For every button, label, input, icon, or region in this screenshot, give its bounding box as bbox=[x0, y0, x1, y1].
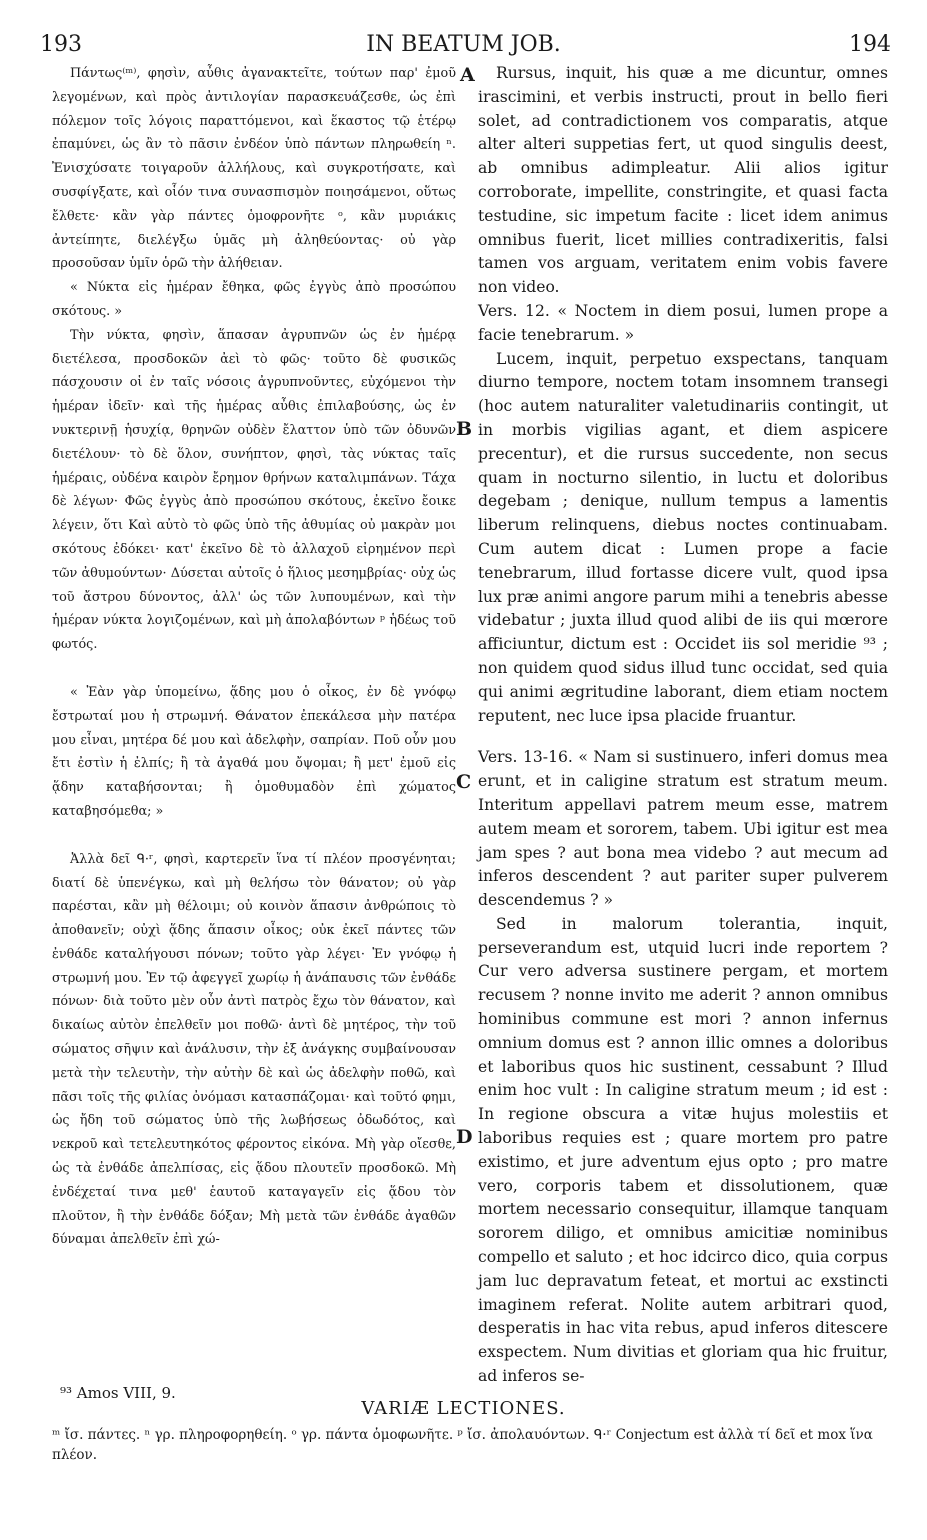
latin-column bbox=[478, 62, 888, 1386]
footnote: ⁹³ Amos VIII, 9. bbox=[60, 1384, 176, 1402]
latin-paragraph-1: Rursus, inquit, his quæ a me dicuntur, omnes irascimini, et verbis instructi, prout in bello fieri solet, ad contradictionem vos comparatis, atque alter alteri suppetias fert, ut quod singulis deest, ab omnibus adimpleatur. Alii alios igitur corroborate, impellite, constringite, et quasi facta testudine, sic impetum facite : licet idem animus omnibus fuerit, licet millies contradixeritis, falsi tamen vos arguam, veritatem enim vobis favere non video. bbox=[478, 64, 888, 297]
running-title: IN BEATUM JOB. bbox=[366, 32, 561, 57]
page-number-right: 194 bbox=[849, 32, 891, 57]
variae-lectiones-text: ᵐ ἴσ. πάντες. ⁿ γρ. πληροφορηθείη. ᵒ γρ. πάντα ὁμοφωνῆτε. ᵖ ἴσ. ἀπολαυόντων. ᑫ·ʳ Conjectum est ἀλλὰ τί δεῖ et mox ἵνα πλέον. bbox=[52, 1427, 873, 1463]
verse-text-13: « Nam si sustinuero, inferi domus mea erunt, et in caligine stratum est stratum meum. Interitum appellavi patrem meum esse, matrem autem meam et sororem, tabem. Ubi igitur est mea jam spes ? aut bona mea videbo ? aut mecum ad inferos descendent ? aut pariter super pulverem descendemus ? » bbox=[478, 748, 888, 910]
page-header bbox=[0, 30, 927, 60]
latin-verse-12 bbox=[478, 300, 888, 348]
greek-paragraph-3: Ἀλλὰ δεῖ ᑫ·ʳ, φησὶ, καρτερεῖν ἵνα τί πλέον προσγένηται; διατί δὲ ὑπενέγκω, καὶ μὴ θελήσω τὸν θάνατον; οὐ γὰρ παρέσται, κἂν μὴ θέλοιμι; οὐ κοινὸν ἅπασιν ἀνθρώποις τὸ ἀποθανεῖν; οὐχὶ ᾅδης ἅπασιν οἶκος; οὐκ ἐκεῖ πάντες τῶν ἐνθάδε καταλήγουσι πόνων; τοῦτο γὰρ λέγει· Ἐν γνόφῳ ἡ στρωμνή μου. Ἐν τῷ ἀφεγγεῖ χωρίῳ ἡ ἀνάπαυσις τῶν ἐνθάδε πόνων· διὰ τοῦτο μὲν οὖν ἀντὶ πατρὸς ἔχω τὸν θάνατον, καὶ δικαίως αὐτὸν ἐπελθεῖν μοι ποθῶ· ἀντὶ δὲ μητέρος, τὴν τοῦ σώματος σῆψιν καὶ ἀνάλυσιν, τὴν ἐξ ἀνάγκης συμβαίνουσαν μετὰ τὴν τελευτὴν, τὴν αὐτὴν δὲ καὶ ὡς ἀδελφὴν ποθῶ, καὶ πᾶσι τοῖς τῆς φιλίας ὀνόμασι κατασπάζομαι· καὶ τοῦτό φημι, ὡς ἤδη τοῦ σώματος ὑπὸ τῆς λωβήσεως ὀδωδότος, καὶ νεκροῦ καὶ τετελευτηκότος φέροντος εἰκόνα. Μὴ γὰρ οἴεσθε, ὡς τὰ ἐνθάδε ἀπελπίσας, εἰς ᾅδου πλουτεῖν προσδοκῶ. Μὴ ἐνδέχεταί τινα μεθ' ἑαυτοῦ καταγαγεῖν εἰς ᾅδου τὸν πλοῦτον, ἢ τὴν ἐνθάδε δόξαν; Μὴ μετὰ τῶν ἐνθάδε ἀγαθῶν δύναμαι ἀπελθεῖν ἐπὶ χώ- bbox=[52, 851, 456, 1248]
greek-column bbox=[52, 62, 456, 1354]
greek-paragraph-2: Τὴν νύκτα, φησὶν, ἅπασαν ἀγρυπνῶν ὡς ἐν ἡμέρᾳ διετέλεσα, προσδοκῶν ἀεὶ τὸ φῶς· τοῦτο δὲ φυσικῶς πάσχουσιν οἱ ἐν ταῖς νόσοις ἀγρυπνοῦντες, εὐχόμενοι τὴν ἡμέραν ἰδεῖν· καὶ τῆς ἡμέρας αὖθις ἐπιλαβούσης, ὡς ἐν νυκτερινῇ ἡσυχίᾳ, θρηνῶν οὐδὲν ἔλαττον ὑπὸ τῶν ὀδυνῶν διετέλουν· τὸ δὲ ὅλον, συνήπτον, φησὶ, τὰς νύκτας ταῖς ἡμέραις, οὐδένα καιρὸν ἔρημον θρήνων καταλιμπάνων. Τάχα δὲ λέγων· Φῶς ἐγγὺς ἀπὸ προσώπου σκότους, ἐκεῖνο ἔοικε λέγειν, ὅτι Καὶ αὐτὸ τὸ φῶς ὑπὸ τῆς ἀθυμίας οὐ μακρὰν μοι σκότους ἐδόκει· κατ' ἐκεῖνο δὲ τὸ ἀλλαχοῦ εἰρημένον περὶ τῶν ἀθυμούντων· Δύσεται αὐτοῖς ὁ ἥλιος μεσημβρίας· οὐχ ὡς τοῦ ἄστρου δύνοντος, ἀλλ' ὡς τῶν λυπουμένων, καὶ τὴν ἡμέραν νύκτα λογιζομένων, καὶ μὴ ἀπολαβόντων ᵖ ἡδέως τοῦ φωτός. bbox=[52, 327, 456, 653]
margin-letter-d: D bbox=[456, 1126, 473, 1148]
verse-text-12: « Noctem in diem posui, lumen prope a facie tenebrarum. » bbox=[478, 301, 888, 344]
latin-verse-13 bbox=[478, 746, 888, 913]
greek-verse-13: « Ἐὰν γὰρ ὑπομείνω, ᾅδης μου ὁ οἶκος, ἐν δὲ γνόφῳ ἔστρωταί μου ἡ στρωμνή. Θάνατον ἐπεκάλεσα μὴν πατέρα μου εἶναι, μητέρα δέ μου καὶ ἀδελφὴν, σαπρίαν. Ποῦ οὖν μου ἔτι ἐστὶν ἡ ἐλπίς; ἢ τὰ ἀγαθά μου ὄψομαι; ἢ μετ' ἐμοῦ εἰς ᾅδην καταβήσονται; ἢ ὁμοθυμαδὸν ἐπὶ χώματος καταβησόμεθα; » bbox=[52, 684, 456, 819]
verse-label-12: Vers. 12. bbox=[478, 301, 550, 320]
page-number-left: 193 bbox=[40, 32, 82, 57]
latin-paragraph-2: Lucem, inquit, perpetuo exspectans, tanquam diurno tempore, noctem totam insomnem transegi (hoc autem naturaliter valetudinariis contingit, ut in morbis vigilias agant, et diem aspicere precentur), et die rursus succedente, non secus quam in nocturno silentio, in luctu et doloribus degebam ; denique, nullum tempus a lamentis liberum relinquens, diebus noctes continuabam. Cum autem dicat : Lumen prope a facie tenebrarum, illud fortasse dicere vult, quod ipsa lux præ animi angore parum mihi a tenebris abesse videbatur ; juxta illud quod alibi de iis qui mœrore afficiuntur, dictum est : Occidet iis sol meridie ⁹³ ; non quidem quod sidus illud tunc occidat, sed quia qui animi ægritudine laborant, diem etiam noctem reputent, nec luce ipsa placide fruantur. bbox=[478, 349, 888, 725]
greek-verse-12: « Νύκτα εἰς ἡμέραν ἔθηκα, φῶς ἐγγὺς ἀπὸ προσώπου σκότους. » bbox=[52, 280, 456, 319]
verse-label-13: Vers. 13-16. bbox=[478, 748, 573, 767]
margin-letter-a: A bbox=[460, 64, 475, 86]
greek-paragraph-1: Πάντως⁽ᵐ⁾, φησὶν, αὖθις ἀγανακτεῖτε, τούτων παρ' ἐμοῦ λεγομένων, καὶ πρὸς ἀντιλογίαν παρασκευάζεσθε, ὡς ἐπὶ πόλεμον τοῖς λόγοις παραττόμενοι, καὶ ἕκαστος τῷ ἑτέρῳ ἐπαμύνει, ὡς ἂν τὸ πᾶσιν ἐνδέον ὑπὸ πάντων πληρωθείη ⁿ. Ἐνισχύσατε τοιγαροῦν ἀλλήλους, καὶ συγκροτήσατε, καὶ συσφίγξατε, καὶ οἷόν τινα συνασπισμὸν ποιησάμενοι, οὕτως ἔλθετε· κἂν γὰρ πάντες ὁμοφρονῆτε ᵒ, κἂν μυριάκις ἀντείπητε, διελέγξω ὑμᾶς μὴ ἀληθεύοντας· οὐ γὰρ προσοῦσαν ὑμῖν ὁρῶ τὴν ἀλήθειαν. bbox=[52, 66, 456, 272]
margin-letter-b: B bbox=[456, 418, 473, 440]
latin-paragraph-3: Sed in malorum tolerantia, inquit, perseverandum est, utquid lucri inde reportem ? Cur vero adversa sustinere pergam, et mortem recusem ? nonne invito me aderit ? annon omnibus hominibus commune est mori ? annon infernus omnium domus est ? annon illic omnes a doloribus et laboribus quos hic sustinent, cessabunt ? Illud enim hoc vult : In caligine stratum meum ; id est : In regione obscura a vitæ hujus molestiis et laboribus requies est ; quare mortem pro patre existimo, et jure adventum ejus opto ; pro matre vero, corporis tabem et dissolutionem, quæ mortem necessario consequitur, illamque tanquam sororem diligo, et omnibus amicitiæ nominibus compello et saluto ; et hoc idcirco dico, quia corpus jam luc depravatum feteat, et mortui ac exstincti imaginem referat. Nolite autem arbitrari quod, desperatis in hac vita rebus, apud inferos ditescere exspectem. Num divitias et gloriam qua hic fruitur, ad inferos se- bbox=[478, 914, 888, 1386]
variae-lectiones-title: VARIÆ LECTIONES. bbox=[361, 1398, 566, 1419]
margin-letter-c: C bbox=[456, 771, 472, 793]
